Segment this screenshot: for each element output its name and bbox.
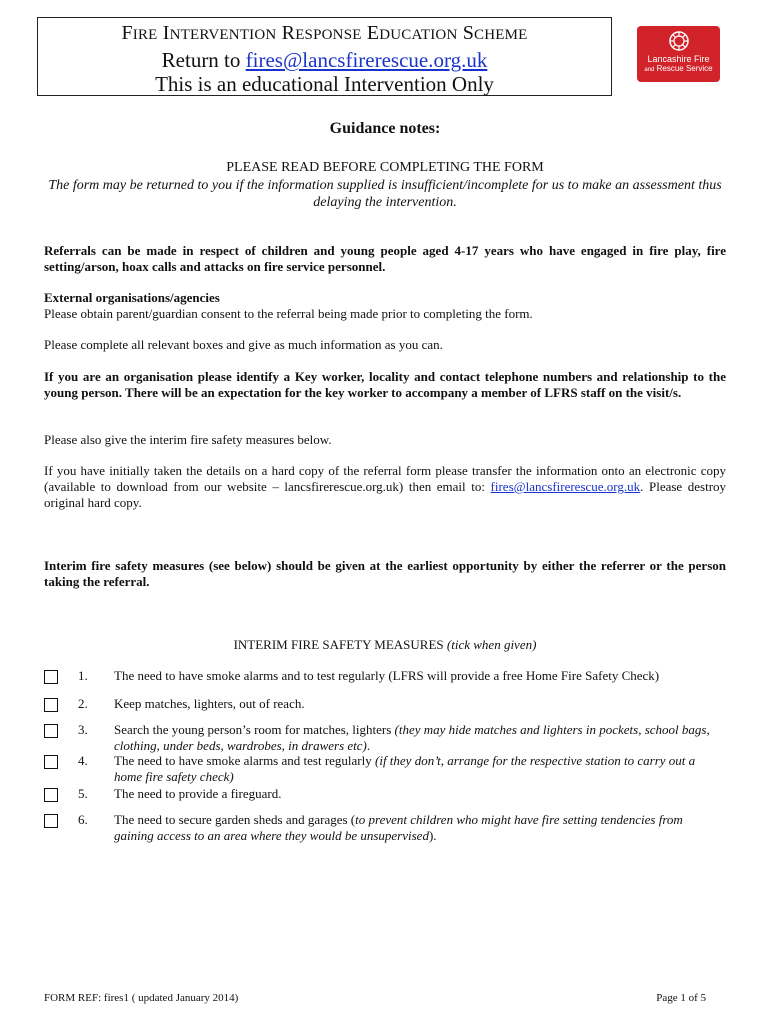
return-line: Return to fires@lancsfirerescue.org.uk [161,48,488,72]
guidance-heading: Guidance notes: [329,120,441,137]
external-heading: External organisations/agencies [44,290,220,305]
organisation-paragraph: If you are an organisation please identify a Key worker, locality and contact telephone numbers and relationship to the young person. There will be an expectation for the key worker to accompany a member of LFRS staff on the visit/s. [44,369,726,400]
complete-boxes-text: Please complete all relevant boxes and give as much information as you can. [44,337,443,352]
measure-checkbox-5[interactable] [44,788,58,802]
logo-line-2: and Rescue Service [644,64,713,73]
interim-earliest-paragraph: Interim fire safety measures (see below) should be given at the earliest opportunity by either the referrer or the person taking the referral. [44,558,726,589]
external-text: Please obtain parent/guardian consent to the referral being made prior to completing the form. [44,306,533,321]
measure-checkbox-1[interactable] [44,670,58,684]
measure-item-6: 6. The need to secure garden sheds and garages (to prevent children who might have fire setting tendencies from gaining access to an area where they would be unsupervised). [44,812,734,832]
measure-checkbox-2[interactable] [44,698,58,712]
form-subtitle: This is an educational Intervention Only [155,72,494,96]
logo-line-1: Lancashire Fire [647,54,710,64]
hard-copy-email-link[interactable]: fires@lancsfirerescue.org.uk [490,479,641,494]
measure-item-3: 3. Search the young person’s room for matches, lighters (they may hide matches and lighters in pockets, school bags, clothing, under beds, wardrobes, in drawers etc). [44,722,734,742]
interim-also-text: Please also give the interim fire safety measures below. [44,432,332,447]
measure-item-4: 4. The need to have smoke alarms and test regularly (if they don’t, arrange for the respective station to carry out a home fire safety check) [44,753,734,773]
page-number: Page 1 of 5 [656,992,706,1004]
return-email-link[interactable]: fires@lancsfirerescue.org.uk [245,48,488,72]
crest-icon [668,30,690,52]
returned-note: The form may be returned to you if the information supplied is insufficient/incomplete for us to make an assessment thus delaying the intervention. [48,178,722,210]
measure-checkbox-4[interactable] [44,755,58,769]
referrals-paragraph: Referrals can be made in respect of children and young people aged 4-17 years who have engaged in fire play, fire setting/arson, hoax calls and attacks on fire service personnel. [44,243,726,274]
header-box [37,17,612,96]
measure-checkbox-6[interactable] [44,814,58,828]
measure-item-1: 1. The need to have smoke alarms and to test regularly (LFRS will provide a free Home Fire Safety Check) [44,668,734,688]
lancashire-fire-logo [637,26,720,82]
form-title: FIRE INTERVENTION RESPONSE EDUCATION SCHEME [121,22,528,44]
hard-copy-paragraph: If you have initially taken the details on a hard copy of the referral form please transfer the information onto an electronic copy (available to download from our website – lancsfirerescue.org.uk) then email to: fires@lancsfirerescue.org.uk. Please destroy original hard copy. [44,463,727,510]
measures-title: INTERIM FIRE SAFETY MEASURES (tick when given) [233,637,537,652]
measure-item-5: 5. The need to provide a fireguard. [44,786,734,806]
please-read-heading: PLEASE READ BEFORE COMPLETING THE FORM [226,160,544,175]
form-ref: FORM REF: fires1 ( updated January 2014) [44,992,239,1004]
external-section [44,290,726,322]
measure-item-2: 2. Keep matches, lighters, out of reach. [44,696,734,716]
measure-checkbox-3[interactable] [44,724,58,738]
